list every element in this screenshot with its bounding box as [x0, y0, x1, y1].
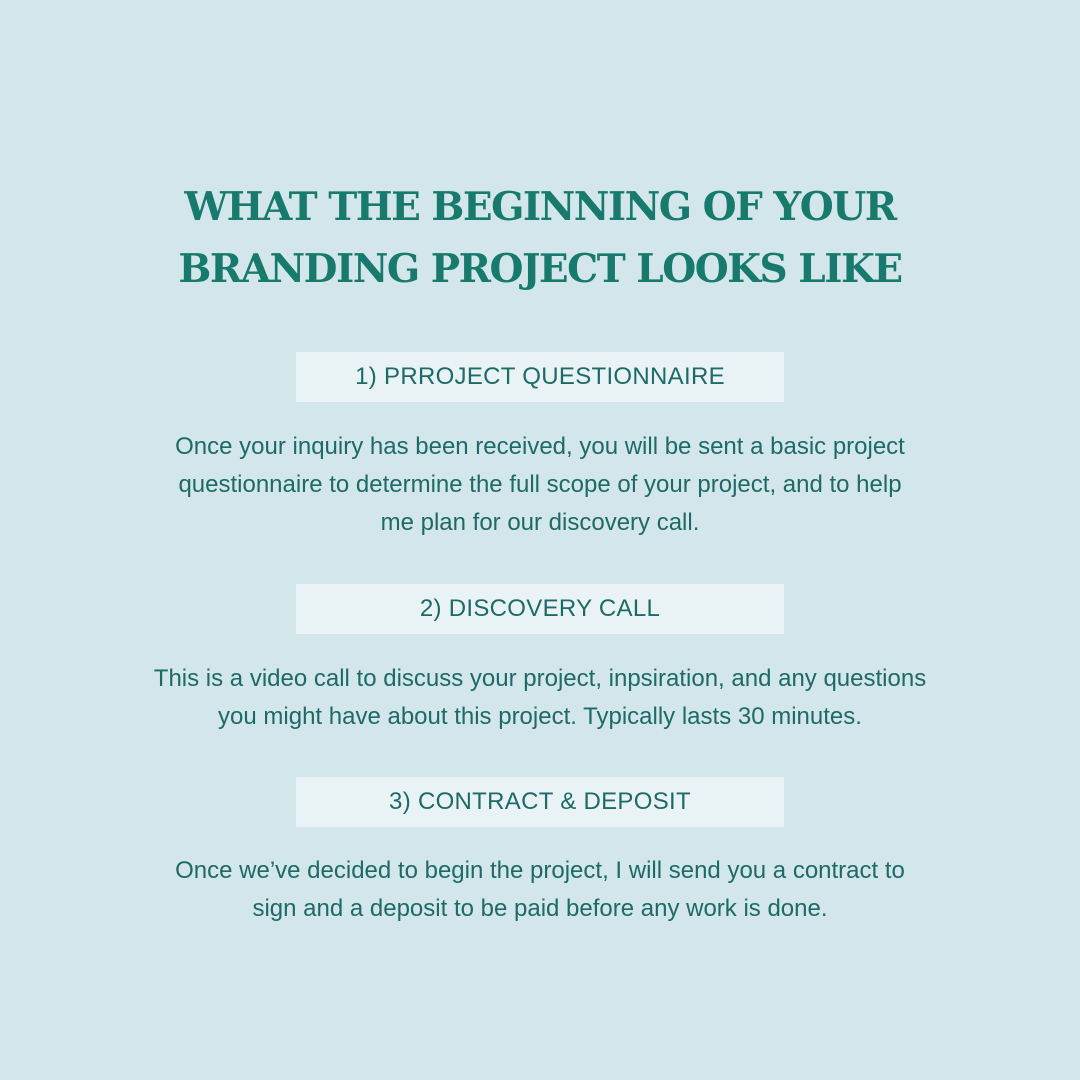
step-1-description [100, 428, 980, 542]
step-3-label: 3) CONTRACT & DEPOSIT [296, 777, 784, 827]
title-line-2: BRANDING PROJECT LOOKS LIKE [178, 246, 902, 292]
step-3-description [100, 852, 980, 928]
step-2-description [100, 660, 980, 736]
page-title [0, 176, 1080, 300]
step-1-label: 1) PRROJECT QUESTIONNAIRE [296, 352, 784, 402]
step-1-line-3: me plan for our discovery call. [380, 509, 700, 536]
step-2-label: 2) DISCOVERY CALL [296, 584, 784, 634]
step-1-line-1: Once your inquiry has been received, you will be sent a basic project [175, 433, 905, 460]
title-line-1: WHAT THE BEGINNING OF YOUR [184, 184, 896, 230]
step-3-line-1: Once we’ve decided to begin the project, I will send you a contract to [175, 857, 905, 884]
step-3-line-2: sign and a deposit to be paid before any work is done. [252, 895, 828, 922]
step-2-line-1: This is a video call to discuss your project, inpsiration, and any questions [153, 665, 927, 692]
step-2-line-2: you might have about this project. Typically lasts 30 minutes. [218, 703, 862, 730]
step-1-line-2: questionnaire to determine the full scope of your project, and to help [178, 471, 902, 498]
